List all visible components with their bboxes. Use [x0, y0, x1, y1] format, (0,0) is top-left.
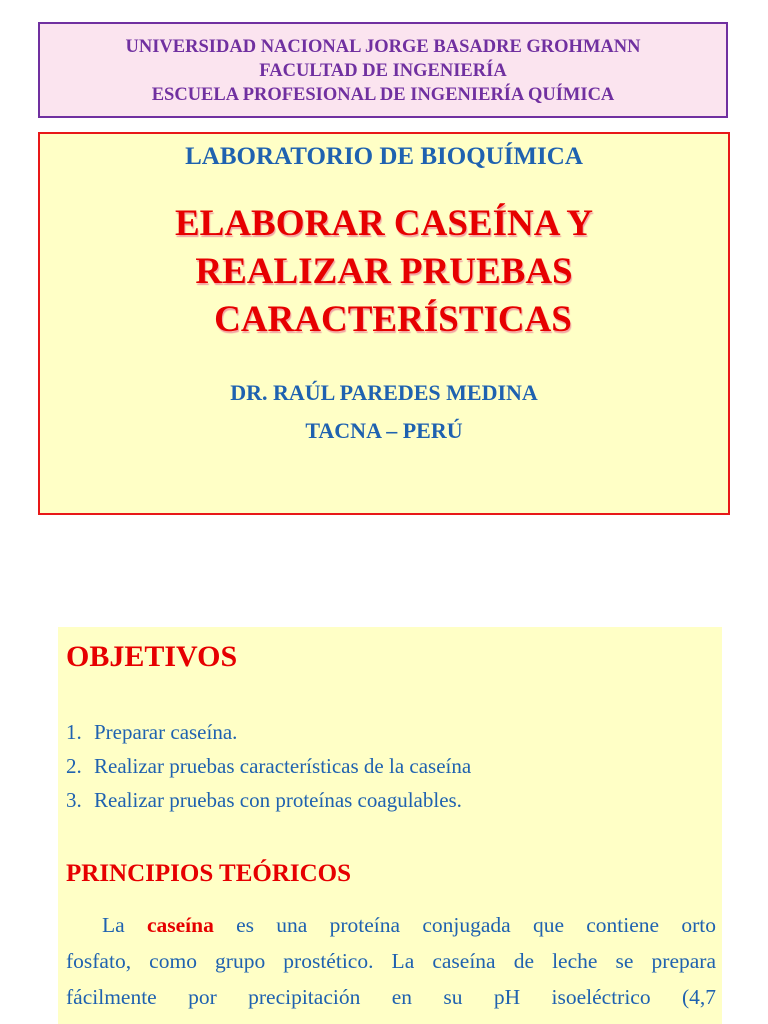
paragraph-line-1 [66, 907, 716, 943]
author-name: DR. RAÚL PAREDES MEDINA [230, 380, 538, 405]
objectives-list [66, 715, 471, 817]
highlighted-term: caseína [146, 913, 214, 937]
list-item [66, 715, 471, 749]
paragraph-line-1-rest: es una proteína conjugada que contiene orto [213, 913, 716, 937]
title-line-3: CARACTERÍSTICAS [214, 299, 572, 340]
title-line-1: ELABORAR CASEÍNA Y [174, 203, 594, 244]
paragraph-line-2: fosfato, como grupo prostético. La caseína de leche se prepara [66, 949, 716, 973]
university-header [38, 22, 728, 118]
list-item [66, 783, 471, 817]
cover-title-panel [38, 132, 730, 515]
list-item-text: Realizar pruebas características de la caseína [94, 754, 472, 778]
list-item [66, 749, 471, 783]
location: TACNA – PERÚ [305, 418, 463, 443]
paragraph-line-3: fácilmente por precipitación en su pH isoeléctrico (4,7 [66, 985, 716, 1009]
author-block [40, 374, 728, 450]
list-item-number: 2. [66, 754, 82, 778]
document-title [40, 200, 728, 344]
list-item-text: Preparar caseína. [94, 720, 238, 744]
school-name: ESCUELA PROFESIONAL DE INGENIERÍA QUÍMICA [151, 85, 615, 105]
list-item-text: Realizar pruebas con proteínas coagulables. [94, 788, 462, 812]
principles-paragraph [66, 907, 716, 1015]
objectives-heading: OBJETIVOS [66, 640, 238, 673]
title-line-2: REALIZAR PRUEBAS [195, 251, 573, 292]
lab-title: LABORATORIO DE BIOQUÍMICA [185, 143, 583, 170]
faculty-name: FACULTAD DE INGENIERÍA [259, 61, 507, 81]
list-item-number: 3. [66, 788, 82, 812]
university-name: UNIVERSIDAD NACIONAL JORGE BASADRE GROHMANN [125, 37, 641, 57]
list-item-number: 1. [66, 720, 82, 744]
paragraph-lead: La [102, 913, 147, 937]
principles-heading: PRINCIPIOS TEÓRICOS [66, 860, 352, 887]
content-panel [58, 627, 722, 1024]
